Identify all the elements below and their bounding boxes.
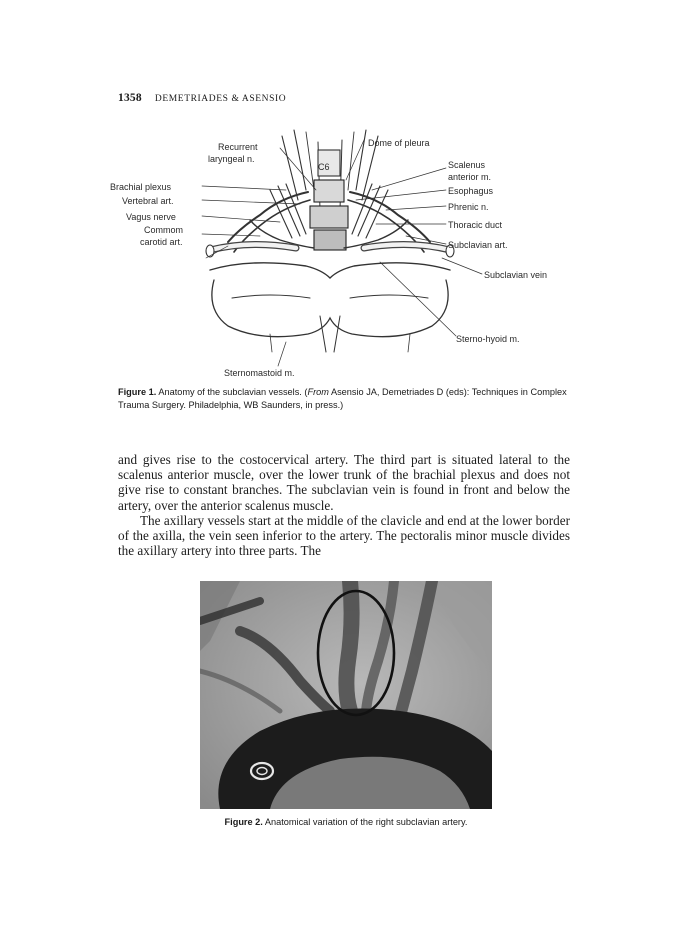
label-phrenic: Phrenic n. [448,202,489,212]
figure-2-angiogram [200,581,492,809]
figure-1-label: Figure 1. [118,387,157,397]
label-esophagus: Esophagus [448,186,494,196]
page-number: 1358 [118,92,142,104]
figure-2-caption [200,817,492,827]
paragraph-1: and gives rise to the costocervical artery. The third part is situated lateral to the scalenus anterior muscle, over the lower trunk of the brachial plexus and does not give rise to constant branches. The subclavian vein is found in front and below the artery, over the anterior scalenus muscle. [118,452,570,513]
label-recurrent: Recurrent [218,142,258,152]
figure-1-caption [118,386,576,411]
label-c6: C6 [318,162,330,172]
figure-2-caption-text: Anatomical variation of the right subclavian artery. [262,817,468,827]
angiogram-image [200,581,492,809]
anatomy-drawing [110,120,580,382]
paragraph-2: The axillary vessels start at the middle of the clavicle and end at the lower border of the axilla, the vein seen inferior to the artery. The pectoralis minor muscle divides the axillary artery into three parts. The [118,512,570,559]
body-text [118,452,570,558]
figure-1-anatomy-illustration [110,120,580,382]
label-carotid-art: carotid art. [140,237,183,247]
figure-2-label: Figure 2. [224,817,263,827]
label-common: Commom [144,225,184,235]
label-brachial-plexus: Brachial plexus [110,182,172,192]
label-anterior-m: anterior m. [448,172,492,182]
figure-1-caption-from: From [307,387,329,397]
label-dome-of-pleura: Dome of pleura [368,138,430,148]
label-vagus-nerve: Vagus nerve [126,212,176,222]
label-thoracic-duct: Thoracic duct [448,220,503,230]
label-subclavian-vein: Subclavian vein [484,270,548,280]
figure-1-caption-text-a: Anatomy of the subclavian vessels. ( [156,387,308,397]
label-sterno-hyoid: Sterno-hyoid m. [456,334,520,344]
label-vertebral-art: Vertebral art. [122,196,174,206]
label-subclavian-art: Subclavian art. [448,240,508,250]
label-sternomastoid: Sternomastoid m. [224,368,295,378]
label-scalenus: Scalenus [448,160,486,170]
figure-1-caption-text-b: Asensio JA, Demetriades D (eds): Techniques in Complex Trauma Surgery. Philadelphia, WB Saunders, in press.) [118,387,567,410]
running-header [118,92,286,104]
running-head-authors: DEMETRIADES & ASENSIO [154,94,287,104]
label-laryngeal: laryngeal n. [208,154,255,164]
